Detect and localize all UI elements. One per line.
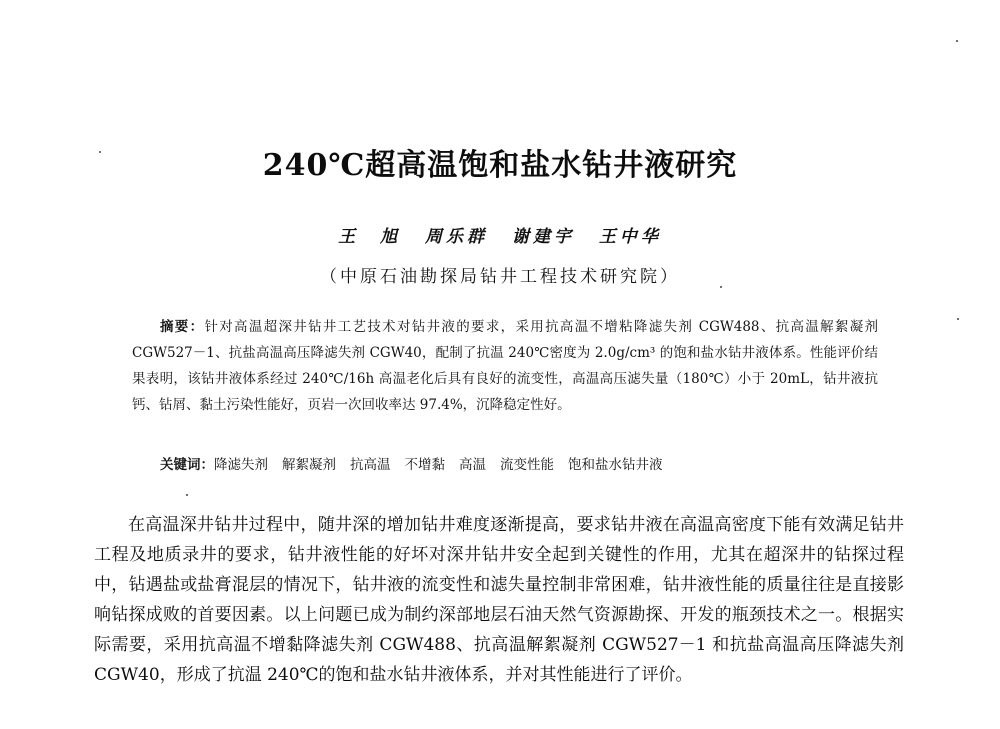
scan-speck [99, 151, 101, 153]
author-list [0, 222, 1000, 247]
scan-speck [956, 40, 958, 42]
author-name: 王中华 [598, 227, 662, 247]
keyword: 不增黏 [404, 457, 445, 473]
abstract [132, 314, 878, 418]
abstract-text: 针对高温超深井钻井工艺技术对钻井液的要求，采用抗高温不增粘降滤失剂 CGW488、抗高温解絮凝剂 CGW527－1、抗盐高温高压降滤失剂 CGW40，配制了抗温 240℃密度为 2.0g/cm³ 的饱和盐水钻井液体系。性能评价结果表明，该钻井液体系经过 240℃/16h 高温老化后具有良好的流变性，高温高压滤失量（180℃）小于 20mL，钻井液抗钙、钻屑、黏土污染性能好，页岩一次回收率达 97.4%，沉降稳定性好。 [132, 319, 879, 413]
paper-title: 240℃超高温饱和盐水钻井液研究 [262, 148, 738, 183]
keyword: 抗高温 [350, 457, 391, 473]
abstract-label: 摘要： [160, 319, 205, 335]
scan-speck [720, 286, 722, 288]
keyword: 饱和盐水钻井液 [568, 457, 663, 473]
author-name: 谢建宇 [511, 227, 575, 247]
keyword: 高温 [459, 457, 486, 473]
author-name: 周乐群 [425, 227, 489, 247]
author-name: 王 旭 [338, 227, 402, 247]
scan-speck [957, 318, 959, 320]
keyword: 降滤失剂 [214, 457, 268, 473]
keyword: 解絮凝剂 [282, 457, 336, 473]
keywords [160, 452, 880, 478]
author-affiliation: （中原石油勘探局钻井工程技术研究院） [320, 267, 680, 287]
intro-paragraph: 在高温深井钻井过程中，随井深的增加钻井难度逐渐提高，要求钻井液在高温高密度下能有效满足钻井工程及地质录井的要求，钻井液性能的好坏对深井钻井安全起到关键性的作用，尤其在超深井的钻探过程中，钻遇盐或盐膏混层的情况下，钻井液的流变性和滤失量控制非常困难，钻井液性能的质量往往是直接影响钻探成败的首要因素。以上问题已成为制约深部地层石油天然气资源勘探、开发的瓶颈技术之一。根据实际需要，采用抗高温不增黏降滤失剂 CGW488、抗高温解絮凝剂 CGW527－1 和抗盐高温高压降滤失剂 CGW40，形成了抗温 240℃的饱和盐水钻井液体系，并对其性能进行了评价。 [94, 515, 904, 685]
keywords-label: 关键词： [160, 457, 214, 473]
scan-speck [186, 494, 188, 496]
keyword: 流变性能 [500, 457, 554, 473]
